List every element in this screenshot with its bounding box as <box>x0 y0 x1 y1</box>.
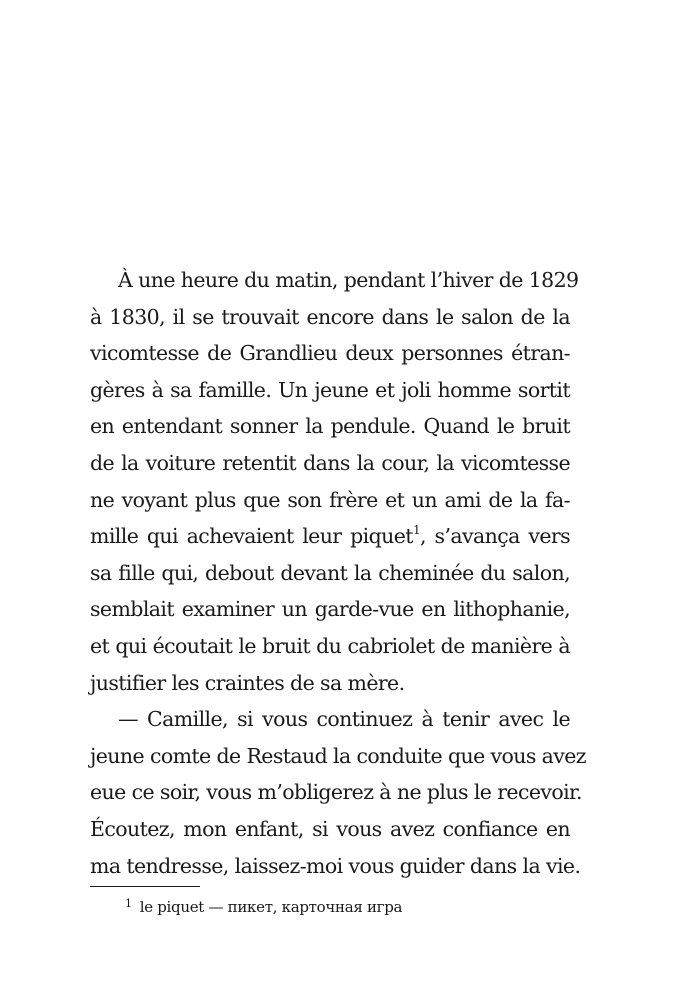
text-line: vicomtesse de Grandlieu deux personnes étran- <box>90 341 570 366</box>
footnote-text: le piquet — пикет, карточная игра <box>139 898 403 916</box>
text-line: et qui écoutait le bruit du cabriolet de manière à <box>90 633 570 658</box>
text-line: sa fille qui, debout devant la cheminée du salon, <box>90 560 570 585</box>
body-text <box>90 262 587 884</box>
text-line: de la voiture retentit dans la cour, la vicomtesse <box>90 450 570 475</box>
footnote-reference: 1 <box>412 523 420 538</box>
text-line: ma tendresse, laissez-moi vous guider dans la vie. <box>90 853 581 878</box>
paragraph-2 <box>90 701 587 884</box>
text-line: gères à sa famille. Un jeune et joli homme sortit <box>90 377 570 402</box>
text-line: jeune comte de Restaud la conduite que vous avez <box>90 743 587 768</box>
footnote-number: 1 <box>125 897 132 910</box>
text-line: semblait examiner un garde-vue en lithophanie, <box>90 597 570 622</box>
text-line: justifier les craintes de sa mère. <box>90 670 405 695</box>
text-line: à 1830, il se trouvait encore dans le salon de la <box>90 304 570 329</box>
text-segment: mille qui achevaient leur piquet <box>90 524 413 549</box>
footnote <box>125 896 402 920</box>
text-segment: , s’avança vers <box>419 524 570 549</box>
text-line: Écoutez, mon enfant, si vous avez confiance en <box>90 816 570 841</box>
text-line: en entendant sonner la pendule. Quand le bruit <box>90 414 570 439</box>
text-line <box>90 518 570 555</box>
text-line: À une heure du matin, pendant l’hiver de 1829 <box>118 268 579 292</box>
text-line: eue ce soir, vous m’obligerez à ne plus le recevoir. <box>90 780 582 805</box>
paragraph-1 <box>90 262 579 701</box>
footnote-divider <box>90 886 200 887</box>
text-line: ne voyant plus que son frère et un ami de la fa- <box>90 487 570 512</box>
text-line: — Camille, si vous continuez à tenir avec le <box>118 707 570 732</box>
